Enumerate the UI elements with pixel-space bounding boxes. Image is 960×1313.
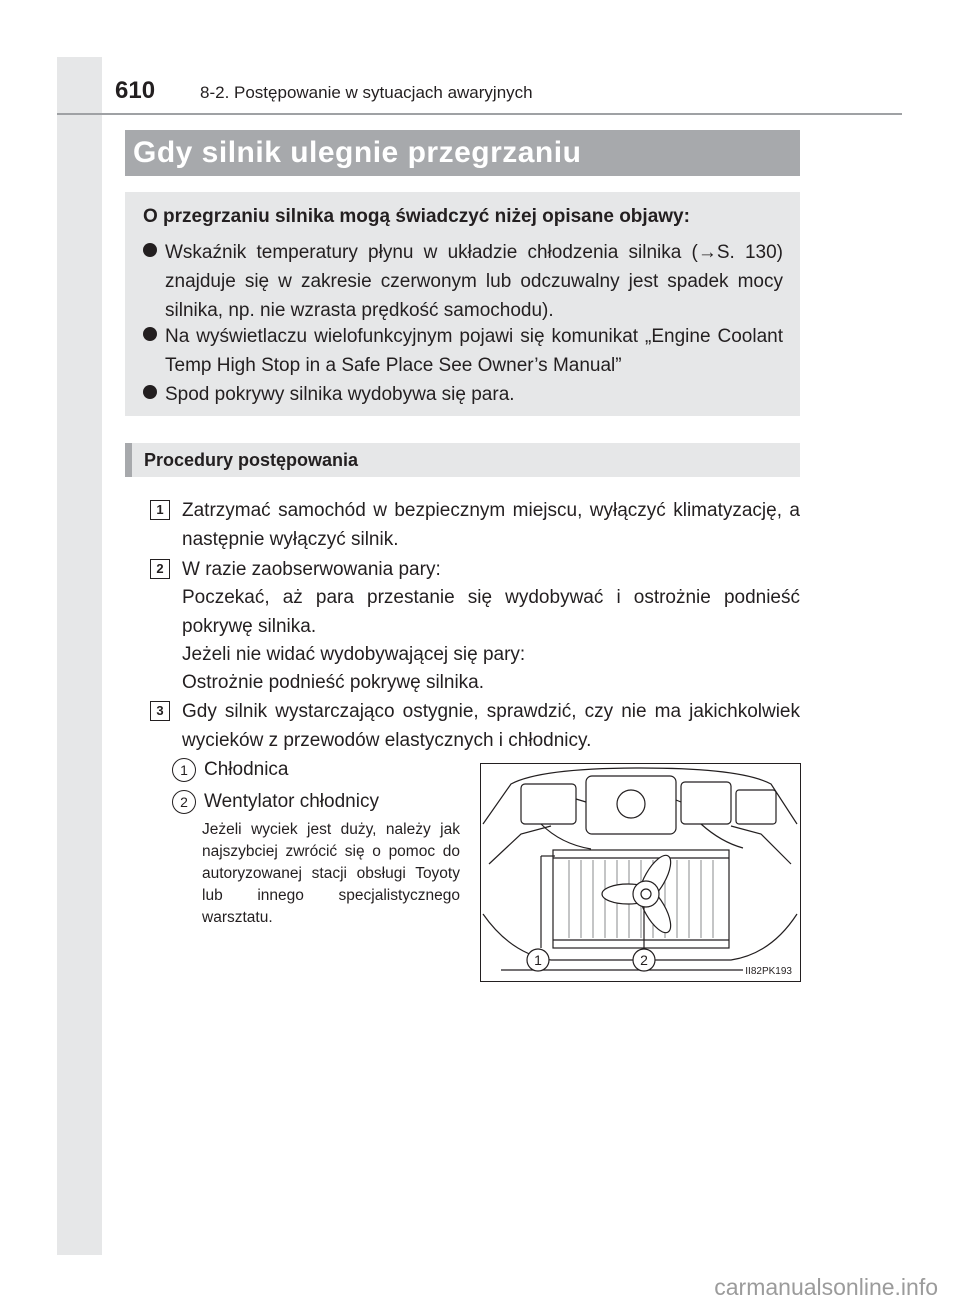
step-text: W razie zaobserwowania pary: [182, 559, 441, 580]
callout-marker: 2 [172, 790, 196, 814]
symptoms-box [125, 192, 800, 416]
engine-bay-illustration [480, 763, 801, 982]
callout-marker: 1 [172, 758, 196, 782]
page-title: Gdy silnik ulegnie przegrzaniu [133, 136, 582, 169]
bullet-icon [143, 385, 157, 399]
section-accent [125, 443, 132, 477]
step-text: Gdy silnik wystarczająco ostygnie, sprawdzić, czy nie ma jakichkolwiek wycieków z przewodów elastycznych i chłodnicy. [182, 701, 800, 751]
header-divider [57, 113, 902, 115]
symptom-text: Na wyświetlaczu wielofunkcyjnym pojawi się komunikat „Engine Coolant Temp High Stop in a Safe Place See Owner’s Manual” [165, 326, 783, 376]
symptom-item [143, 380, 783, 409]
warning-note: Jeżeli wyciek jest duży, należy jak najszybciej zwrócić się o pomoc do autoryzowanej stacji obsługi Toyoty lub innego specjalistycznego warsztatu. [202, 821, 460, 926]
bullet-icon [143, 327, 157, 341]
page-number: 610 [115, 77, 156, 104]
bullet-icon [143, 243, 157, 257]
step-number: 3 [150, 701, 170, 721]
step-subtext: Ostrożnie podnieść pokrywę silnika. [182, 672, 485, 693]
step-text: Zatrzymać samochód w bezpiecznym miejscu, wyłączyć klimatyzację, a następnie wyłączyć silnik. [182, 500, 800, 550]
running-header: 8-2. Postępowanie w sytuacjach awaryjnych [200, 83, 533, 102]
symptoms-heading: O przegrzaniu silnika mogą świadczyć niżej opisane objawy: [143, 206, 690, 227]
figure-marker: 2 [640, 952, 648, 968]
step-subtext: Jeżeli nie widać wydobywającej się pary: [182, 644, 526, 665]
title-bar [125, 130, 800, 176]
step-number: 1 [150, 500, 170, 520]
side-margin-band [57, 57, 102, 1255]
symptom-item [143, 322, 783, 380]
symptom-text: Wskaźnik temperatury płynu w układzie chłodzenia silnika (→S. 130) znajduje się w zakresie czerwonym lub odczuwalny jest spadek mocy silnika, np. nie wzrasta prędkość samochodu). [165, 242, 783, 321]
watermark: carmanualsonline.info [714, 1274, 938, 1300]
section-header [125, 443, 800, 477]
symptom-text: Spod pokrywy silnika wydobywa się para. [165, 384, 515, 405]
engine-bay-drawing [481, 764, 799, 980]
callout-label: Chłodnica [204, 759, 289, 780]
section-title: Procedury postępowania [144, 450, 359, 470]
figure-marker: 1 [534, 952, 542, 968]
step-subtext: Poczekać, aż para przestanie się wydobywać i ostrożnie podnieść pokrywę silnika. [182, 587, 800, 637]
symptom-item [143, 238, 783, 325]
image-code: II82PK193 [745, 966, 792, 977]
step-number: 2 [150, 559, 170, 579]
callout-label: Wentylator chłodnicy [204, 791, 379, 812]
